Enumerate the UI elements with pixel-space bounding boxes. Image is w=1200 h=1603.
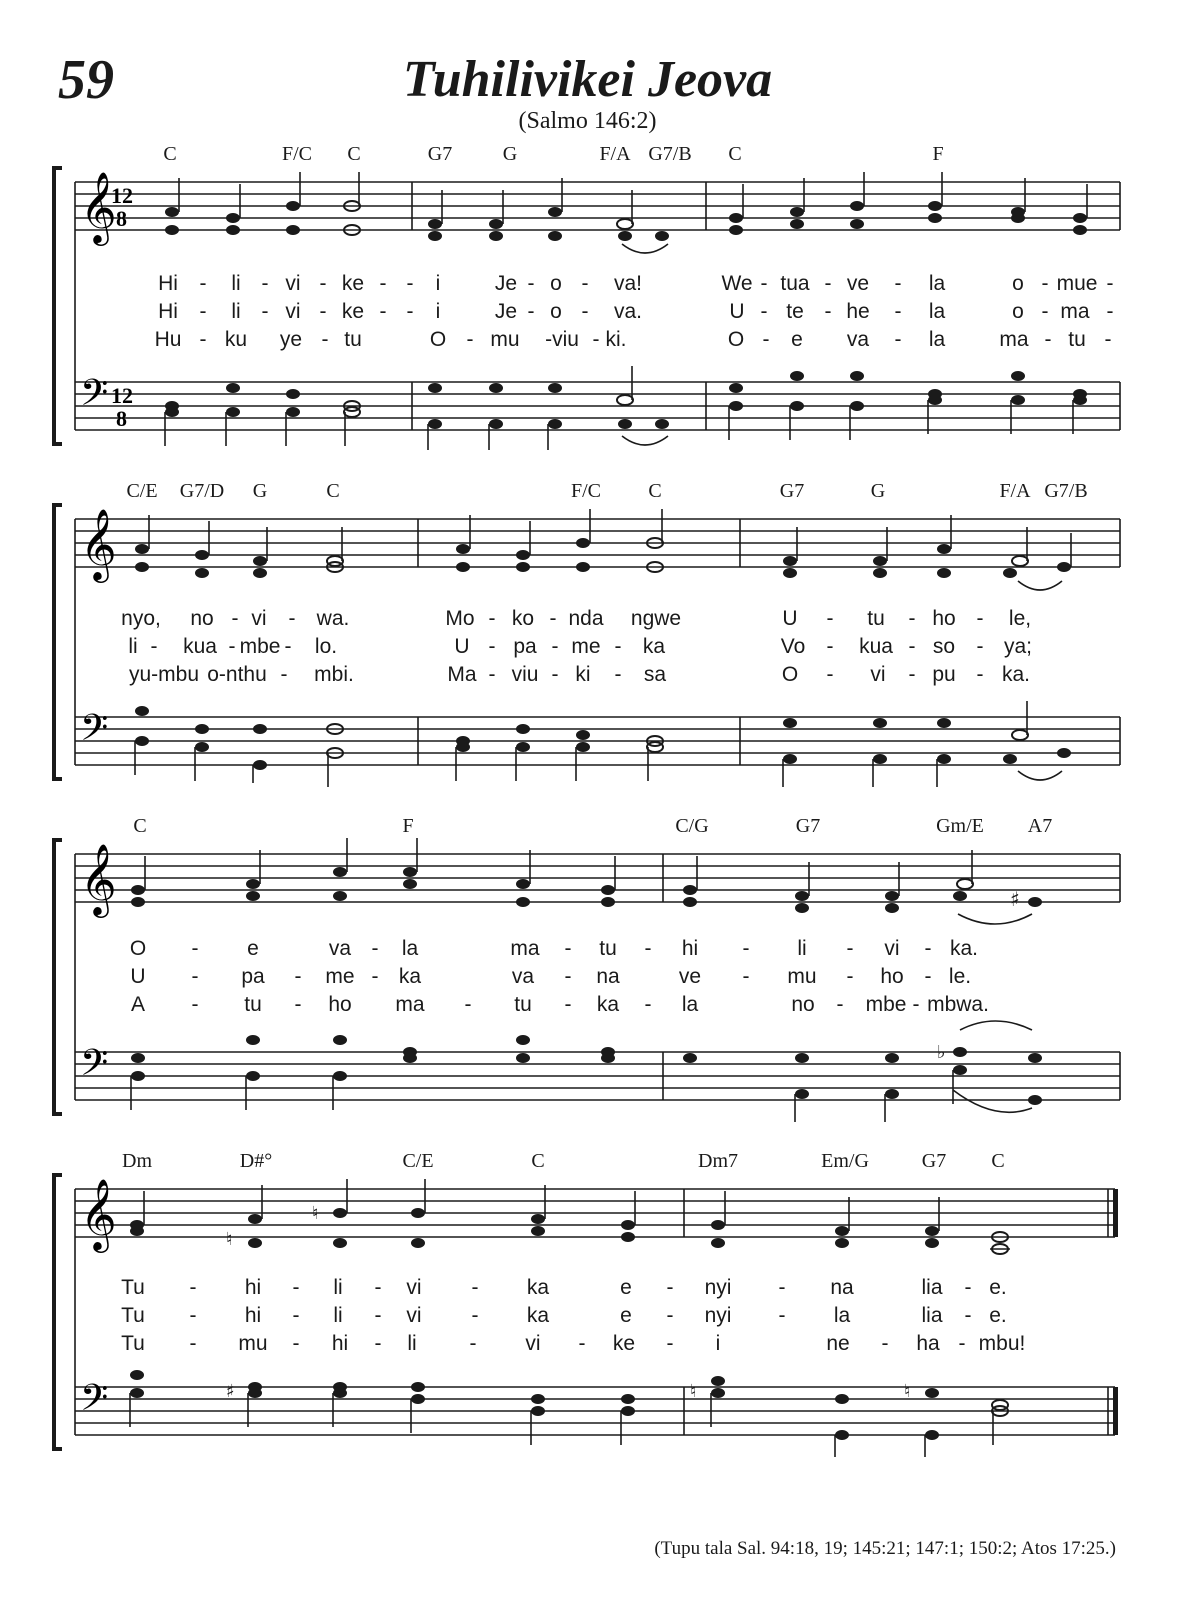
- lyric-syllable: ho: [932, 607, 956, 630]
- svg-text:♯: ♯: [226, 1381, 235, 1402]
- lyric-syllable: vi: [525, 1332, 541, 1355]
- lyric-syllable: We: [721, 272, 753, 295]
- lyric-syllable: hi: [244, 1304, 262, 1327]
- chord-symbol: D#°: [239, 1150, 273, 1172]
- chord-symbol: F/C: [281, 143, 313, 165]
- svg-text:𝄞: 𝄞: [80, 507, 117, 580]
- lyric-hyphen: -: [644, 937, 652, 960]
- lyric-hyphen: -: [469, 1332, 477, 1355]
- lyric-syllable: no: [190, 607, 214, 630]
- lyric-syllable: mbu!: [978, 1332, 1026, 1355]
- lyric-syllable: mu: [238, 1332, 268, 1355]
- lyric-hyphen: -: [836, 993, 844, 1016]
- lyric-hyphen: -: [976, 607, 984, 630]
- lyric-hyphen: -: [199, 300, 207, 323]
- lyric-hyphen: -: [614, 635, 622, 658]
- lyric-syllable: e: [620, 1276, 632, 1299]
- lyric-syllable: lia: [921, 1276, 943, 1299]
- lyric-hyphen: -: [189, 1332, 197, 1355]
- lyric-hyphen: -: [527, 272, 535, 295]
- lyric-hyphen: -: [406, 300, 414, 323]
- lyric-syllable: mu: [787, 965, 817, 988]
- lyric-syllable: la: [928, 272, 946, 295]
- lyric-hyphen: -: [464, 993, 472, 1016]
- lyric-syllable: mbe: [239, 635, 281, 658]
- lyric-syllable: va!: [613, 272, 643, 295]
- lyric-hyphen: -: [292, 1276, 300, 1299]
- svg-text:𝄢: 𝄢: [80, 707, 109, 758]
- lyric-syllable: nyi: [704, 1276, 732, 1299]
- lyric-syllable: mbi.: [314, 663, 354, 686]
- chord-symbol: G7/B: [648, 143, 692, 165]
- lyric-hyphen: -: [778, 1304, 786, 1327]
- lyric-hyphen: -: [908, 607, 916, 630]
- lyric-hyphen: -: [1041, 272, 1049, 295]
- lyric-hyphen: -: [581, 272, 589, 295]
- lyric-hyphen: -: [488, 607, 496, 630]
- lyric-syllable: e.: [989, 1276, 1007, 1299]
- chord-symbol: F/A: [999, 480, 1031, 502]
- lyric-syllable: pu: [932, 663, 956, 686]
- lyric-syllable: so: [932, 635, 956, 658]
- lyric-syllable: ma: [510, 937, 540, 960]
- lyric-syllable: e.: [989, 1304, 1007, 1327]
- lyric-hyphen: -: [826, 607, 834, 630]
- chord-symbol: F/A: [599, 143, 631, 165]
- lyric-syllable: nyi: [704, 1304, 732, 1327]
- lyric-syllable: la: [401, 937, 419, 960]
- lyric-syllable: U: [782, 607, 798, 630]
- lyric-syllable: lo.: [314, 635, 338, 658]
- lyric-hyphen: -: [549, 607, 557, 630]
- lyric-syllable: ke: [341, 300, 365, 323]
- lyric-syllable: i: [435, 272, 441, 295]
- chord-symbol: C/G: [675, 815, 709, 837]
- staff-grand-4: [0, 1157, 1200, 1457]
- lyric-hyphen: -: [564, 965, 572, 988]
- chord-symbol: F: [932, 143, 944, 165]
- lyric-syllable: ma: [395, 993, 425, 1016]
- lyric-syllable: vi: [406, 1304, 422, 1327]
- lyric-syllable: o-nthu: [207, 663, 267, 686]
- lyric-hyphen: -: [564, 993, 572, 1016]
- lyric-hyphen: -: [199, 328, 207, 351]
- lyric-syllable: Mo: [445, 607, 475, 630]
- lyric-syllable: tua: [780, 272, 810, 295]
- lyric-hyphen: -: [191, 937, 199, 960]
- lyric-hyphen: -: [846, 965, 854, 988]
- chord-symbol: C: [326, 480, 340, 502]
- svg-text:𝄢: 𝄢: [80, 1042, 109, 1093]
- lyric-syllable: hi: [331, 1332, 349, 1355]
- lyric-hyphen: -: [321, 328, 329, 351]
- chord-symbol: C: [728, 143, 742, 165]
- chord-symbol: Dm7: [698, 1150, 738, 1172]
- lyric-hyphen: -: [924, 965, 932, 988]
- lyric-syllable: ki: [575, 663, 591, 686]
- lyric-syllable: kua: [859, 635, 893, 658]
- lyric-hyphen: -: [371, 937, 379, 960]
- lyric-syllable: U: [729, 300, 745, 323]
- lyric-hyphen: -: [294, 993, 302, 1016]
- lyric-hyphen: -: [374, 1276, 382, 1299]
- lyric-syllable: ke: [612, 1332, 636, 1355]
- lyric-syllable: viu: [511, 663, 539, 686]
- lyric-syllable: wa.: [316, 607, 350, 630]
- chord-symbol: G7: [779, 480, 805, 502]
- chord-symbol: C: [133, 815, 147, 837]
- lyric-syllable: tu: [867, 607, 885, 630]
- chord-symbol: A7: [1027, 815, 1053, 837]
- svg-text:8: 8: [116, 406, 127, 431]
- chord-symbol: C/E: [402, 1150, 434, 1172]
- lyric-hyphen: -: [231, 607, 239, 630]
- lyric-syllable: ka: [596, 993, 620, 1016]
- lyric-syllable: mbe: [865, 993, 907, 1016]
- svg-text:8: 8: [116, 206, 127, 231]
- chord-symbol: G7/D: [179, 480, 225, 502]
- lyric-syllable: o: [1012, 300, 1024, 323]
- lyric-syllable: la: [833, 1304, 851, 1327]
- lyric-syllable: le,: [1008, 607, 1032, 630]
- lyric-syllable: nyo,: [121, 607, 161, 630]
- lyric-syllable: Tu: [121, 1276, 145, 1299]
- lyric-hyphen: -: [1106, 300, 1114, 323]
- svg-text:♮: ♮: [690, 1381, 697, 1402]
- chord-symbol: C: [347, 143, 361, 165]
- lyric-syllable: vi: [285, 272, 301, 295]
- lyric-syllable: vi: [406, 1276, 422, 1299]
- lyric-hyphen: -: [578, 1332, 586, 1355]
- lyric-hyphen: -: [379, 300, 387, 323]
- lyric-syllable: he: [846, 300, 870, 323]
- lyric-hyphen: -: [374, 1332, 382, 1355]
- lyric-hyphen: -: [908, 635, 916, 658]
- lyric-syllable: la: [681, 993, 699, 1016]
- svg-text:♭: ♭: [937, 1042, 946, 1063]
- chord-symbol: C: [991, 1150, 1005, 1172]
- chord-symbol: C: [648, 480, 662, 502]
- lyric-syllable: -viu: [545, 328, 579, 351]
- lyric-hyphen: -: [592, 328, 600, 351]
- svg-text:𝄢: 𝄢: [80, 372, 109, 423]
- lyric-syllable: vi: [285, 300, 301, 323]
- lyric-syllable: vi: [251, 607, 267, 630]
- lyric-syllable: ye: [279, 328, 303, 351]
- lyric-hyphen: -: [826, 635, 834, 658]
- lyric-hyphen: -: [1106, 272, 1114, 295]
- lyric-syllable: li: [333, 1276, 343, 1299]
- lyric-syllable: te: [786, 300, 804, 323]
- lyric-hyphen: -: [824, 300, 832, 323]
- lyric-syllable: yu-mbu: [128, 663, 200, 686]
- lyric-syllable: ho: [328, 993, 352, 1016]
- lyric-syllable: ka: [526, 1304, 550, 1327]
- lyric-hyphen: -: [288, 607, 296, 630]
- lyric-hyphen: -: [319, 272, 327, 295]
- lyric-hyphen: -: [294, 965, 302, 988]
- lyric-syllable: tu: [1068, 328, 1086, 351]
- lyric-syllable: o: [550, 272, 562, 295]
- lyric-syllable: va: [846, 328, 870, 351]
- lyric-syllable: ka.: [949, 937, 979, 960]
- lyric-syllable: pa: [241, 965, 265, 988]
- lyric-syllable: kua: [183, 635, 217, 658]
- lyric-syllable: ko: [511, 607, 535, 630]
- lyric-syllable: sa: [643, 663, 667, 686]
- lyric-syllable: e: [247, 937, 259, 960]
- lyric-hyphen: -: [760, 272, 768, 295]
- lyric-hyphen: -: [199, 272, 207, 295]
- lyric-syllable: i: [435, 300, 441, 323]
- chord-symbol: G7/B: [1044, 480, 1088, 502]
- lyric-hyphen: -: [371, 965, 379, 988]
- hymn-subtitle: (Salmo 146:2): [518, 108, 657, 134]
- lyric-syllable: li: [231, 300, 241, 323]
- lyric-syllable: lia: [921, 1304, 943, 1327]
- lyric-syllable: Hi: [158, 300, 178, 323]
- lyric-syllable: O: [429, 328, 447, 351]
- chord-symbol: G7: [795, 815, 821, 837]
- lyric-syllable: hi: [244, 1276, 262, 1299]
- lyric-syllable: U: [454, 635, 470, 658]
- lyric-syllable: ku: [224, 328, 248, 351]
- lyric-syllable: ma: [999, 328, 1029, 351]
- lyric-syllable: pa: [513, 635, 537, 658]
- lyric-syllable: tu: [514, 993, 532, 1016]
- lyric-syllable: li: [407, 1332, 417, 1355]
- chord-symbol: G7: [921, 1150, 947, 1172]
- lyric-syllable: i: [715, 1332, 721, 1355]
- lyric-syllable: tu: [244, 993, 262, 1016]
- lyric-hyphen: -: [292, 1332, 300, 1355]
- lyric-syllable: li: [333, 1304, 343, 1327]
- lyric-hyphen: -: [894, 300, 902, 323]
- lyric-hyphen: -: [894, 272, 902, 295]
- lyric-syllable: la: [928, 300, 946, 323]
- lyric-syllable: tu: [599, 937, 617, 960]
- svg-text:♯: ♯: [1010, 887, 1020, 911]
- lyric-syllable: ne: [826, 1332, 850, 1355]
- lyric-hyphen: -: [760, 300, 768, 323]
- lyric-hyphen: -: [778, 1276, 786, 1299]
- lyric-hyphen: -: [374, 1304, 382, 1327]
- svg-text:♮: ♮: [312, 1203, 319, 1224]
- chord-symbol: Em/G: [821, 1150, 869, 1172]
- chord-symbol: F: [402, 815, 414, 837]
- lyric-syllable: ya;: [1003, 635, 1033, 658]
- lyric-syllable: vi: [870, 663, 886, 686]
- lyric-hyphen: -: [228, 635, 236, 658]
- svg-text:𝄞: 𝄞: [80, 1177, 117, 1250]
- lyric-hyphen: -: [881, 1332, 889, 1355]
- lyric-syllable: la: [928, 328, 946, 351]
- lyric-hyphen: -: [261, 300, 269, 323]
- lyric-syllable: li: [128, 635, 138, 658]
- lyric-hyphen: -: [564, 937, 572, 960]
- lyric-syllable: Je: [494, 300, 518, 323]
- lyric-syllable: o: [1012, 272, 1024, 295]
- hymn-number: 59: [58, 49, 114, 111]
- lyric-syllable: ki.: [605, 328, 627, 351]
- lyric-hyphen: -: [189, 1276, 197, 1299]
- lyric-hyphen: -: [908, 663, 916, 686]
- lyric-syllable: li: [797, 937, 807, 960]
- lyric-syllable: va.: [613, 300, 643, 323]
- lyric-hyphen: -: [894, 328, 902, 351]
- lyric-hyphen: -: [742, 937, 750, 960]
- lyric-syllable: ka: [642, 635, 666, 658]
- lyric-hyphen: -: [189, 1304, 197, 1327]
- lyric-syllable: li: [231, 272, 241, 295]
- svg-text:𝄞: 𝄞: [80, 842, 117, 915]
- lyric-hyphen: -: [261, 272, 269, 295]
- chord-symbol: G: [252, 480, 268, 502]
- lyric-hyphen: -: [824, 272, 832, 295]
- chord-symbol: Dm: [122, 1150, 152, 1172]
- lyric-syllable: Tu: [121, 1332, 145, 1355]
- scripture-references: (Tupu tala Sal. 94:18, 19; 145:21; 147:1; 150:2; Atos 17:25.): [654, 1538, 1116, 1559]
- chord-symbol: C: [163, 143, 177, 165]
- chord-symbol: C/E: [126, 480, 158, 502]
- lyric-hyphen: -: [1104, 328, 1112, 351]
- lyric-syllable: ve: [846, 272, 870, 295]
- lyric-syllable: le.: [948, 965, 972, 988]
- lyric-syllable: U: [130, 965, 146, 988]
- chord-symbol: G: [870, 480, 886, 502]
- svg-text:𝄢: 𝄢: [80, 1377, 109, 1428]
- lyric-hyphen: -: [666, 1304, 674, 1327]
- lyric-hyphen: -: [742, 965, 750, 988]
- lyric-syllable: O: [727, 328, 745, 351]
- lyric-hyphen: -: [551, 663, 559, 686]
- lyric-hyphen: -: [292, 1304, 300, 1327]
- lyric-hyphen: -: [150, 635, 158, 658]
- lyric-hyphen: -: [191, 993, 199, 1016]
- chord-symbol: C: [531, 1150, 545, 1172]
- lyric-syllable: e: [620, 1304, 632, 1327]
- lyric-syllable: A: [130, 993, 146, 1016]
- lyric-hyphen: -: [976, 663, 984, 686]
- lyric-syllable: mbwa.: [927, 993, 989, 1016]
- lyric-hyphen: -: [191, 965, 199, 988]
- svg-text:12: 12: [111, 383, 133, 408]
- hymn-title: Tuhilivikei Jeova: [402, 51, 773, 108]
- svg-text:12: 12: [111, 183, 133, 208]
- lyric-syllable: ka.: [1001, 663, 1031, 686]
- lyric-hyphen: -: [964, 1304, 972, 1327]
- lyric-syllable: mue: [1056, 272, 1098, 295]
- lyric-syllable: va: [328, 937, 352, 960]
- lyric-hyphen: -: [527, 300, 535, 323]
- lyric-hyphen: -: [319, 300, 327, 323]
- lyric-syllable: na: [596, 965, 620, 988]
- lyric-syllable: nda: [568, 607, 604, 630]
- lyric-hyphen: -: [924, 937, 932, 960]
- lyric-syllable: na: [830, 1276, 854, 1299]
- lyric-syllable: me: [325, 965, 355, 988]
- lyric-hyphen: -: [826, 663, 834, 686]
- lyric-hyphen: -: [471, 1304, 479, 1327]
- lyric-syllable: me: [571, 635, 601, 658]
- lyric-hyphen: -: [846, 937, 854, 960]
- chord-symbol: Gm/E: [936, 815, 984, 837]
- lyric-syllable: Tu: [121, 1304, 145, 1327]
- lyric-hyphen: -: [1041, 300, 1049, 323]
- lyric-syllable: ho: [880, 965, 904, 988]
- lyric-syllable: o: [550, 300, 562, 323]
- lyric-hyphen: -: [976, 635, 984, 658]
- lyric-hyphen: -: [379, 272, 387, 295]
- lyric-syllable: ngwe: [630, 607, 682, 630]
- lyric-syllable: Hi: [158, 272, 178, 295]
- lyric-syllable: e: [791, 328, 803, 351]
- lyric-syllable: Vo: [780, 635, 806, 658]
- lyric-syllable: ma: [1060, 300, 1090, 323]
- lyric-hyphen: -: [644, 993, 652, 1016]
- lyric-hyphen: -: [666, 1332, 674, 1355]
- lyric-syllable: Ma: [447, 663, 477, 686]
- lyric-hyphen: -: [466, 328, 474, 351]
- svg-text:♮: ♮: [904, 1381, 911, 1402]
- lyric-hyphen: -: [614, 663, 622, 686]
- lyric-syllable: no: [791, 993, 815, 1016]
- lyric-hyphen: -: [406, 272, 414, 295]
- lyric-hyphen: -: [912, 993, 920, 1016]
- chord-symbol: F/C: [570, 480, 602, 502]
- lyric-syllable: ve: [678, 965, 702, 988]
- lyric-syllable: O: [781, 663, 799, 686]
- lyric-syllable: va: [511, 965, 535, 988]
- lyric-syllable: tu: [344, 328, 362, 351]
- lyric-hyphen: -: [488, 635, 496, 658]
- chord-symbol: G7: [427, 143, 453, 165]
- lyric-syllable: mu: [490, 328, 520, 351]
- lyric-hyphen: -: [284, 635, 292, 658]
- lyric-syllable: ha: [916, 1332, 940, 1355]
- lyric-syllable: Hu: [154, 328, 182, 351]
- svg-text:𝄞: 𝄞: [80, 170, 117, 243]
- lyric-syllable: hi: [681, 937, 699, 960]
- lyric-hyphen: -: [964, 1276, 972, 1299]
- lyric-hyphen: -: [762, 328, 770, 351]
- chord-symbol: G: [502, 143, 518, 165]
- lyric-syllable: O: [129, 937, 147, 960]
- lyric-syllable: ke: [341, 272, 365, 295]
- lyric-hyphen: -: [488, 663, 496, 686]
- lyric-syllable: Je: [494, 272, 518, 295]
- lyric-hyphen: -: [581, 300, 589, 323]
- lyric-hyphen: -: [1044, 328, 1052, 351]
- lyric-hyphen: -: [471, 1276, 479, 1299]
- lyric-hyphen: -: [958, 1332, 966, 1355]
- lyric-syllable: ka: [526, 1276, 550, 1299]
- lyric-hyphen: -: [551, 635, 559, 658]
- lyric-hyphen: -: [280, 663, 288, 686]
- svg-text:♮: ♮: [226, 1229, 233, 1250]
- lyric-hyphen: -: [666, 1276, 674, 1299]
- lyric-syllable: ka: [398, 965, 422, 988]
- lyric-syllable: vi: [884, 937, 900, 960]
